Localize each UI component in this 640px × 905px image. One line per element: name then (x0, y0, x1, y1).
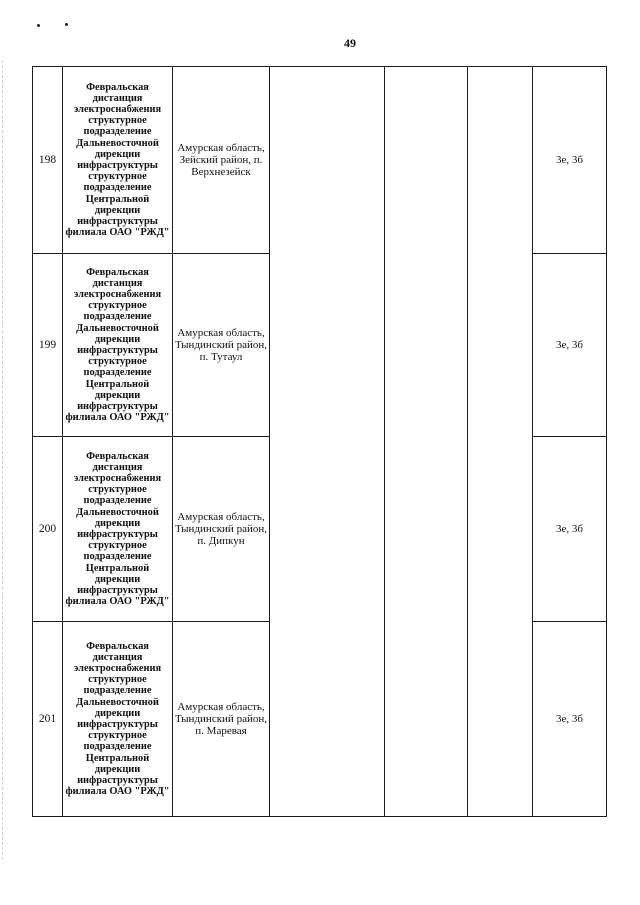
scan-speck (65, 23, 68, 26)
address-cell: Амурская область, Тындинский район, п. Маревая (173, 622, 270, 817)
codes-cell: 3е, 3б (533, 437, 607, 622)
codes-cell: 3е, 3б (533, 67, 607, 254)
page-number: 49 (344, 36, 356, 50)
empty-merged-cell (270, 67, 385, 817)
row-number: 199 (33, 254, 63, 437)
organization-cell: Февральская дистанция электроснабжения структурное подразделение Дальневосточной дирекции инфраструктуры структурное подразделение Центральной дирекции инфраструктуры филиала ОАО "РЖД" (63, 437, 173, 622)
address-cell: Амурская область, Тындинский район, п. Дипкун (173, 437, 270, 622)
address-cell: Амурская область, Тындинский район, п. Тутаул (173, 254, 270, 437)
codes-cell: 3е, 3б (533, 622, 607, 817)
empty-merged-cell (468, 67, 533, 817)
organization-cell: Февральская дистанция электроснабжения структурное подразделение Дальневосточной дирекции инфраструктуры структурное подразделение Центральной дирекции инфраструктуры филиала ОАО "РЖД" (63, 622, 173, 817)
scan-speck (37, 24, 40, 27)
organization-cell: Февральская дистанция электроснабжения структурное подразделение Дальневосточной дирекции инфраструктуры структурное подразделение Центральной дирекции инфраструктуры филиала ОАО "РЖД" (63, 254, 173, 437)
row-number: 201 (33, 622, 63, 817)
organization-cell: Февральская дистанция электроснабжения структурное подразделение Дальневосточной дирекции инфраструктуры структурное подразделение Центральной дирекции инфраструктуры филиала ОАО "РЖД" (63, 67, 173, 254)
table-row (33, 67, 607, 254)
row-number: 198 (33, 67, 63, 254)
codes-cell: 3е, 3б (533, 254, 607, 437)
row-number: 200 (33, 437, 63, 622)
empty-merged-cell (385, 67, 468, 817)
scan-edge (2, 60, 4, 860)
registry-table (32, 66, 607, 817)
address-cell: Амурская область, Зейский район, п. Верхнезейск (173, 67, 270, 254)
